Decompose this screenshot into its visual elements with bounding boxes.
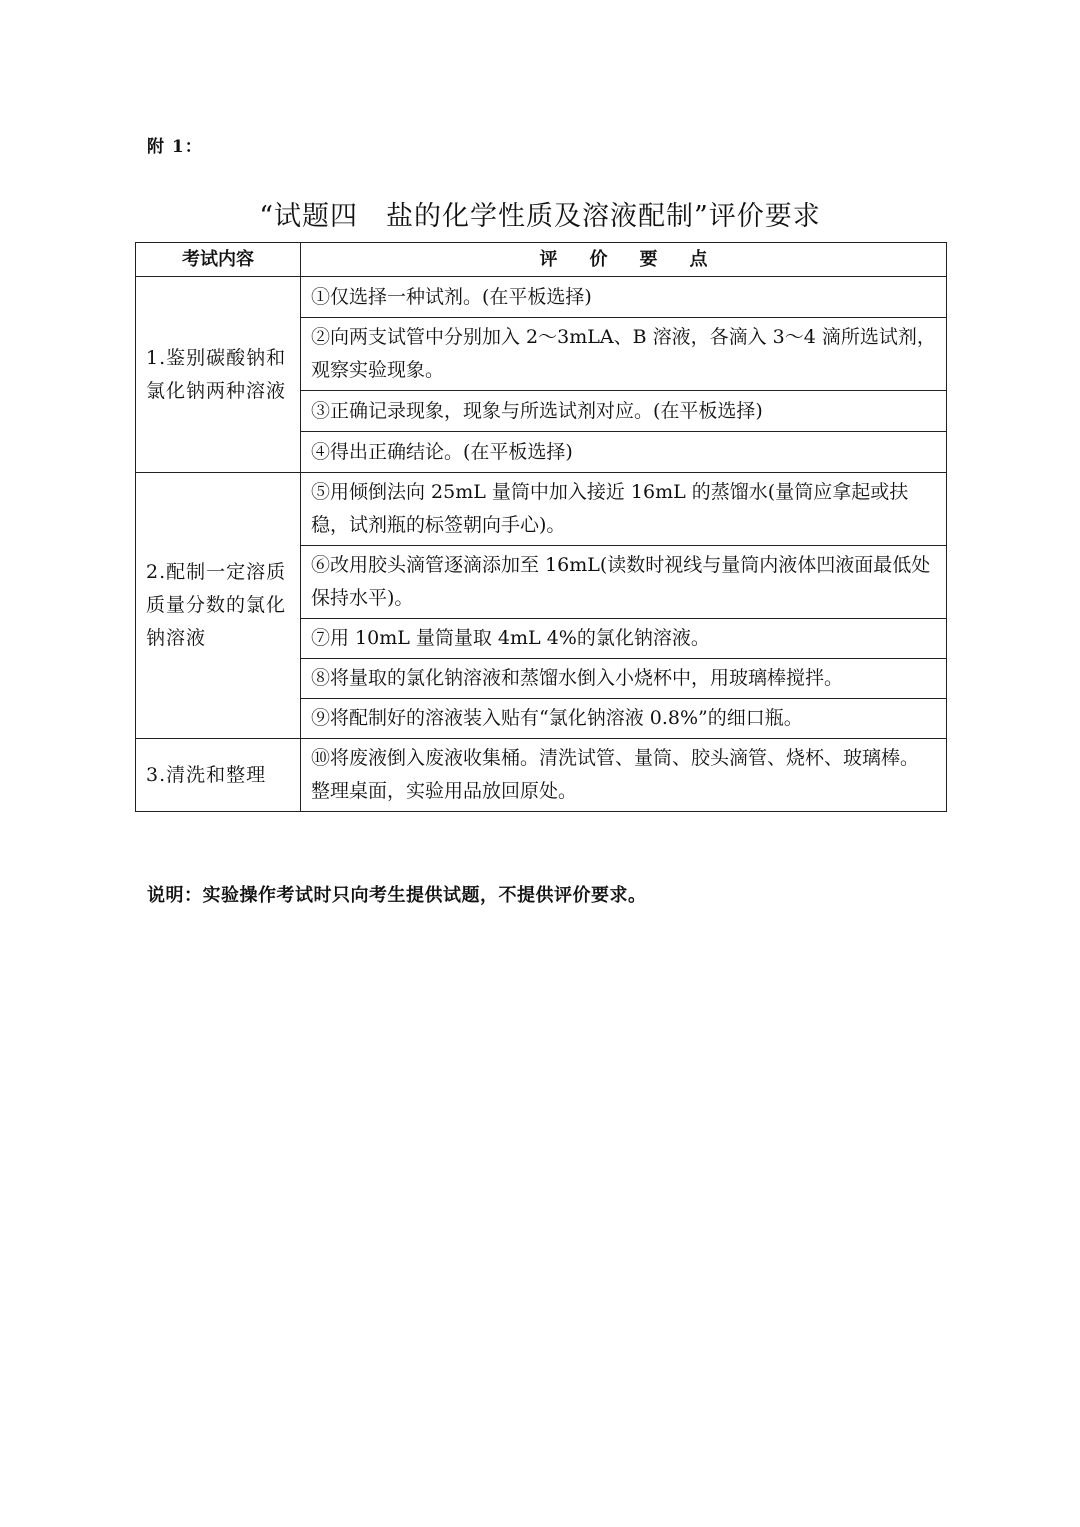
document-title: “试题四 盐的化学性质及溶液配制”评价要求 (259, 201, 821, 232)
evaluation-point: ③正确记录现象，现象与所选试剂对应。(在平板选择) (301, 391, 947, 432)
header-char: 评 (539, 249, 558, 270)
header-char: 价 (589, 249, 608, 270)
evaluation-point: ⑥改用胶头滴管逐滴添加至 16mL(读数时视线与量筒内液体凹液面最低处保持水平)。 (301, 546, 947, 619)
evaluation-point: ⑦用 10mL 量筒量取 4mL 4%的氯化钠溶液。 (301, 619, 947, 659)
table-row (136, 277, 947, 318)
section-name: 3.清洗和整理 (136, 739, 301, 812)
evaluation-point: ④得出正确结论。(在平板选择) (301, 432, 947, 473)
header-char: 点 (689, 249, 708, 270)
section-name: 1.鉴别碳酸钠和氯化钠两种溶液 (136, 277, 301, 473)
evaluation-point: ⑨将配制好的溶液装入贴有“氯化钠溶液 0.8%”的细口瓶。 (301, 699, 947, 739)
table-row (136, 473, 947, 546)
header-points (301, 243, 947, 277)
evaluation-point: ①仅选择一种试剂。(在平板选择) (301, 277, 947, 318)
note-text: 说明：实验操作考试时只向考生提供试题，不提供评价要求。 (147, 885, 647, 906)
attachment-label: 附 1： (147, 137, 203, 157)
evaluation-point: ⑤用倾倒法向 25mL 量筒中加入接近 16mL 的蒸馏水(量筒应拿起或扶稳，试剂瓶的标签朝向手心)。 (301, 473, 947, 546)
evaluation-point: ②向两支试管中分别加入 2～3mLA、B 溶液，各滴入 3～4 滴所选试剂，观察实验现象。 (301, 318, 947, 391)
evaluation-table (135, 242, 947, 812)
evaluation-point: ⑧将量取的氯化钠溶液和蒸馏水倒入小烧杯中，用玻璃棒搅拌。 (301, 659, 947, 699)
table-row (136, 739, 947, 812)
header-content: 考试内容 (136, 243, 301, 277)
section-name: 2.配制一定溶质质量分数的氯化钠溶液 (136, 473, 301, 739)
evaluation-point: ⑩将废液倒入废液收集桶。清洗试管、量筒、胶头滴管、烧杯、玻璃棒。整理桌面，实验用品放回原处。 (301, 739, 947, 812)
table-header-row (136, 243, 947, 277)
header-char: 要 (639, 249, 658, 270)
